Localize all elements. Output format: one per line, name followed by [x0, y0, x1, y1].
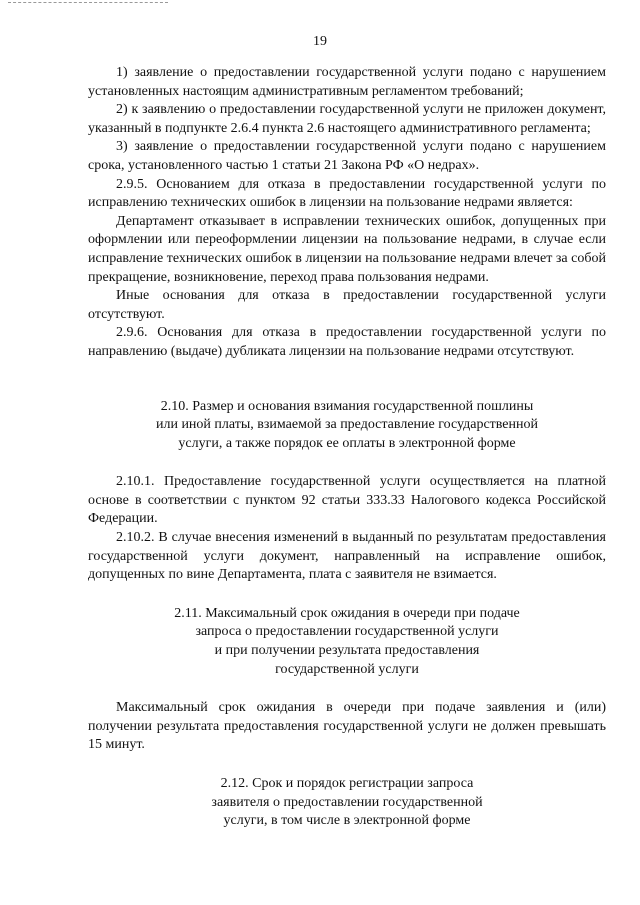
- document-body: [88, 64, 606, 831]
- paragraph-2-10-1: 2.10.1. Предоставление государственной услуги осуществляется на платной основе в соответствии с пунктом 92 статьи 333.33 Налогового кодекса Российской Федерации.: [88, 474, 606, 527]
- page-number: 19: [313, 34, 327, 49]
- paragraph-department-refusal: Департамент отказывает в исправлении технических ошибок, допущенных при оформлении или переоформлении лицензии на пользование недрами, в случае если исправление технических ошибок в лицензии на пользование недрами влечет за собой прекращение, возникновение, переход права пользования недрами.: [88, 213, 606, 285]
- paragraph-2-10-2: 2.10.2. В случае внесения изменений в выданный по результатам предоставления государственной услуги документ, направленный на исправление ошибок, допущенных по вине Департамента, плата с заявителя не взимается.: [88, 530, 606, 583]
- section-heading-2-10: 2.10. Размер и основания взимания государственной пошлины или иной платы, взимаемой за предоставление государственной услуги, а также порядок ее оплаты в электронной форме: [155, 398, 539, 451]
- section-heading-2-12: 2.12. Срок и порядок регистрации запроса заявителя о предоставлении государственной услуги, в том числе в электронной форме: [211, 776, 483, 829]
- paragraph-2-9-6: 2.9.6. Основания для отказа в предоставлении государственной услуги по направлению (выдаче) дубликата лицензии на пользование недрами отсутствуют.: [88, 325, 606, 359]
- paragraph-2-9-5: 2.9.5. Основанием для отказа в предоставлении государственной услуги по исправлению технических ошибок в лицензии на пользование недрами является:: [88, 176, 606, 211]
- paragraph-item-1: 1) заявление о предоставлении государственной услуги подано с нарушением установленных настоящим административным регламентом требований;: [88, 65, 606, 99]
- paragraph-item-2: 2) к заявлению о предоставлении государственной услуги не приложен документ, указанный в подпункте 2.6.4 пункта 2.6 настоящего административного регламента;: [88, 102, 606, 136]
- section-heading-2-11: 2.11. Максимальный срок ожидания в очереди при подаче запроса о предоставлении государственной услуги и при получении результата предоставления государственной услуги: [174, 605, 520, 677]
- paragraph-other-grounds: Иные основания для отказа в предоставлении государственной услуги отсутствуют.: [88, 288, 606, 322]
- paragraph-2-11-text: Максимальный срок ожидания в очереди при подаче заявления и (или) получении результата предоставления государственной услуги не должен превышать 15 минут.: [88, 700, 606, 753]
- paragraph-item-3: 3) заявление о предоставлении государственной услуги подано с нарушением срока, установленного частью 1 статьи 21 Закона РФ «О недрах».: [88, 139, 606, 173]
- scan-artifact-line: [8, 2, 168, 5]
